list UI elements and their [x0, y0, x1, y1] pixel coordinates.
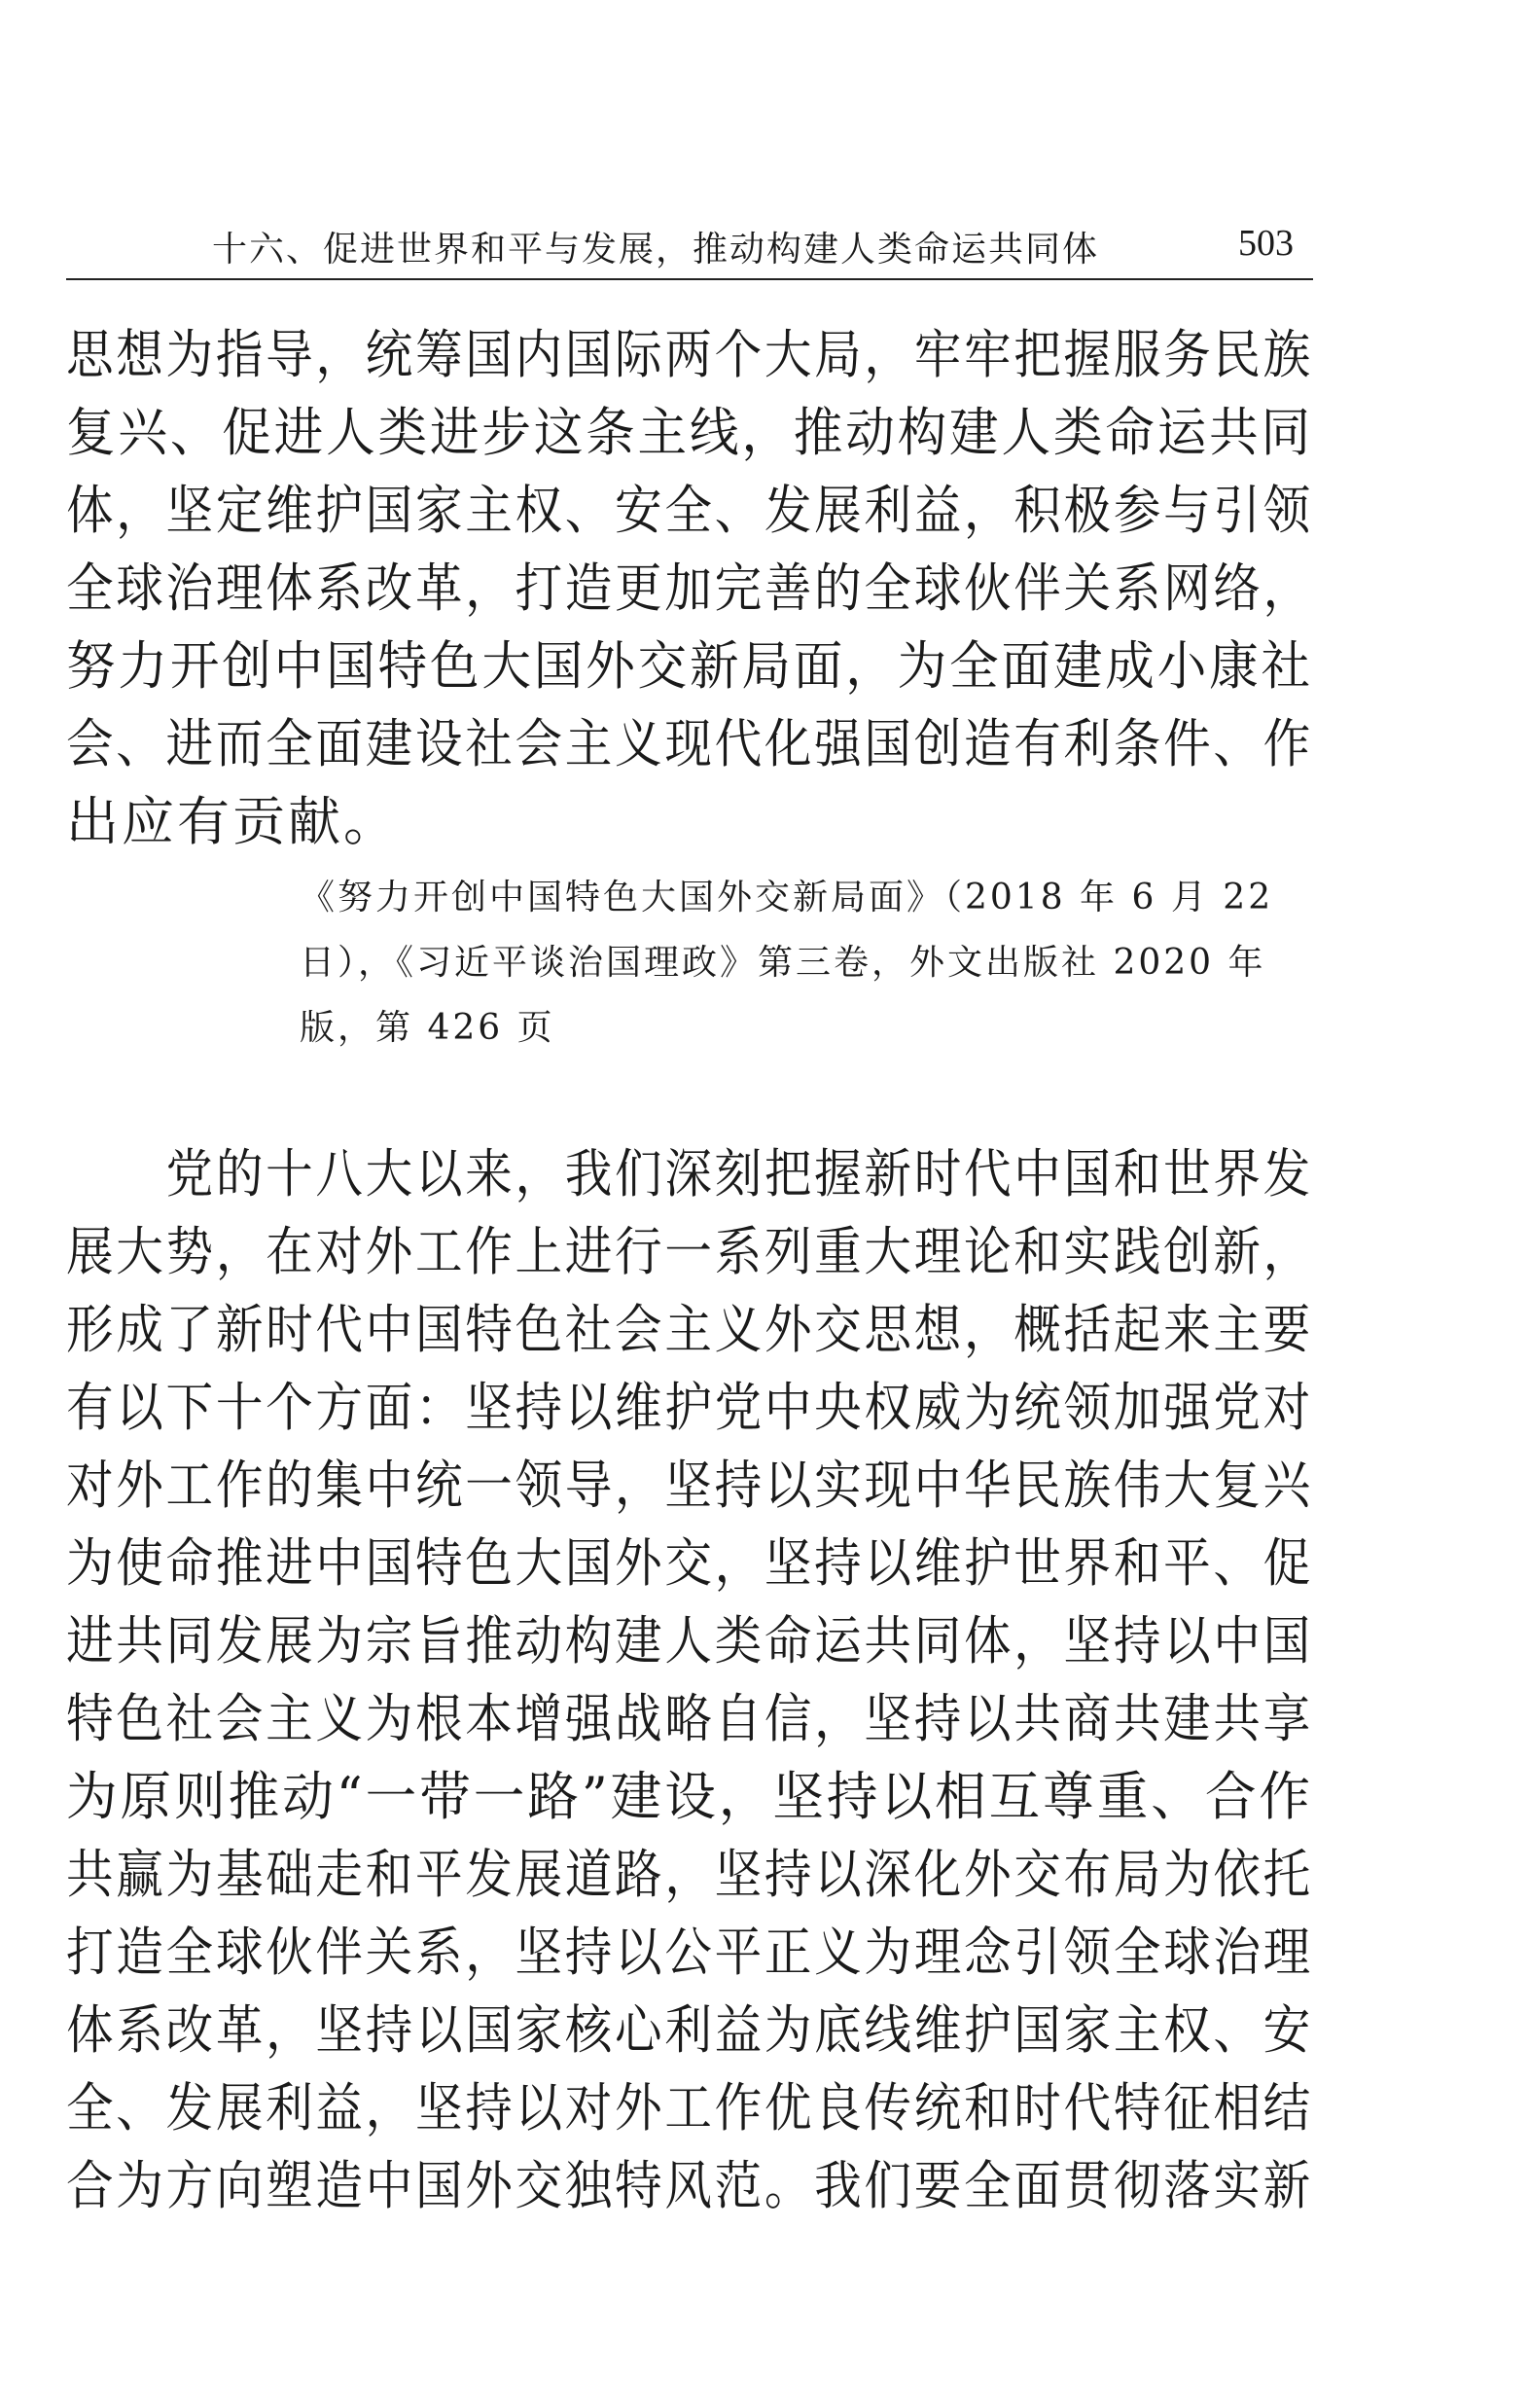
paragraph-2-line: 有以下十个方面：坚持以维护党中央权威为统领加强党对 [66, 1377, 1313, 1438]
paragraph-1-line: 会、进而全面建设社会主义现代化强国创造有利条件、作 [66, 713, 1313, 774]
paragraph-1-line: 努力开创中国特色大国外交新局面，为全面建成小康社 [66, 635, 1313, 697]
paragraph-1-line: 复兴、促进人类进步这条主线，推动构建人类命运共同 [66, 402, 1313, 463]
paragraph-2-line: 全、发展利益，坚持以对外工作优良传统和时代特征相结 [66, 2077, 1313, 2138]
paragraph-2-line: 为原则推动“一带一路”建设，坚持以相互尊重、合作 [66, 1766, 1313, 1827]
paragraph-1-line: 体，坚定维护国家主权、安全、发展利益，积极参与引领 [66, 480, 1313, 541]
paragraph-2-line: 打造全球伙伴关系，坚持以公平正义为理念引领全球治理 [66, 1922, 1313, 1983]
paragraph-2-line: 体系改革，坚持以国家核心利益为底线维护国家主权、安 [66, 1999, 1313, 2061]
paragraph-2-line: 为使命推进中国特色大国外交，坚持以维护世界和平、促 [66, 1532, 1313, 1594]
paragraph-2-line: 形成了新时代中国特色社会主义外交思想，概括起来主要 [66, 1299, 1313, 1360]
paragraph-1-line: 全球治理体系改革，打造更加完善的全球伙伴关系网络， [66, 557, 1313, 619]
paragraph-1-line: 思想为指导，统筹国内国际两个大局，牢牢把握服务民族 [66, 324, 1313, 385]
running-header-title: 十六、促进世界和平与发展，推动构建人类命运共同体 [212, 230, 1100, 270]
paragraph-2-line: 合为方向塑造中国外交独特风范。我们要全面贯彻落实新 [66, 2155, 1313, 2216]
paragraph-2-line: 共赢为基础走和平发展道路，坚持以深化外交布局为依托 [66, 1844, 1313, 1905]
paragraph-1-line: 出应有贡献。 [66, 791, 399, 852]
paragraph-2-line: 展大势，在对外工作上进行一系列重大理论和实践创新， [66, 1221, 1313, 1282]
citation-line: 日），《习近平谈治国理政》第三卷，外文出版社 2020 年 [300, 943, 1266, 983]
paragraph-2-line: 党的十八大以来，我们深刻把握新时代中国和世界发 [66, 1143, 1313, 1204]
running-header [66, 216, 1313, 280]
page-number: 503 [1238, 223, 1294, 264]
citation-line: 《努力开创中国特色大国外交新局面》（2018 年 6 月 22 [300, 878, 1274, 917]
paragraph-2-line: 对外工作的集中统一领导，坚持以实现中华民族伟大复兴 [66, 1455, 1313, 1516]
paragraph-2-line: 特色社会主义为根本增强战略自信，坚持以共商共建共享 [66, 1688, 1313, 1749]
citation-line: 版，第 426 页 [300, 1008, 555, 1048]
paragraph-2-line: 进共同发展为宗旨推动构建人类命运共同体，坚持以中国 [66, 1610, 1313, 1671]
